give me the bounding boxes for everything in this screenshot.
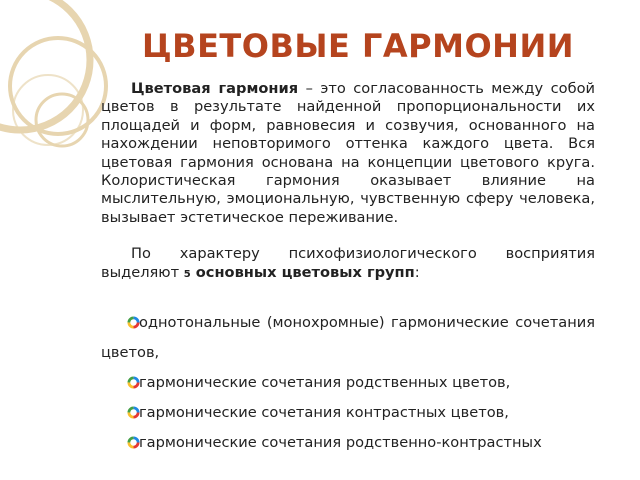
- groups-intro-text: По характеру психофизиологического восприятия выделяют: [101, 245, 595, 281]
- color-wheel-bullet-icon: [127, 376, 140, 389]
- definition-text: – это согласованность между собой цветов в результате найденной пропорциональности их площадей и форм, равновесия и созвучия, основанного на нахождении неповторимого оттенка каждого цвета. Вся цветовая гармония основана на концепции цветового круга. Колористическая гармония оказывает влияние на мыслительную, эмоциональную, чувственную сферу человека, вызывает эстетическое переживание.: [101, 80, 595, 226]
- list-item-text: гармонические сочетания контрастных цветов,: [139, 404, 509, 422]
- decor-ring-small: [36, 94, 88, 146]
- decor-ring-medium: [10, 38, 106, 134]
- paragraph-definition: [101, 80, 595, 227]
- color-wheel-bullet-icon: [127, 406, 140, 419]
- list-item-text: однотональные (монохромные) гармонические сочетания цветов,: [101, 314, 595, 362]
- definition-term: Цветовая гармония: [131, 80, 299, 97]
- list-item-text: гармонические сочетания родственно-контрастных: [139, 434, 542, 452]
- groups-emphasis: основных цветовых групп: [190, 263, 415, 281]
- groups-colon: :: [414, 263, 420, 281]
- color-groups-list: [101, 308, 595, 458]
- decor-ring-large: [0, 0, 90, 130]
- list-item-text: гармонические сочетания родственных цветов,: [139, 374, 511, 392]
- color-wheel-bullet-icon: [127, 436, 140, 449]
- paragraph-groups: [101, 245, 595, 284]
- groups-count: 5: [183, 268, 191, 280]
- color-wheel-bullet-icon: [127, 316, 140, 329]
- list-item: [101, 368, 595, 398]
- decor-ring-inner: [13, 75, 83, 145]
- slide-title: ЦВЕТОВЫЕ ГАРМОНИИ: [141, 27, 574, 65]
- list-item: [101, 308, 595, 368]
- list-item: [101, 398, 595, 428]
- slide-content: [101, 80, 595, 458]
- list-item: [101, 428, 595, 458]
